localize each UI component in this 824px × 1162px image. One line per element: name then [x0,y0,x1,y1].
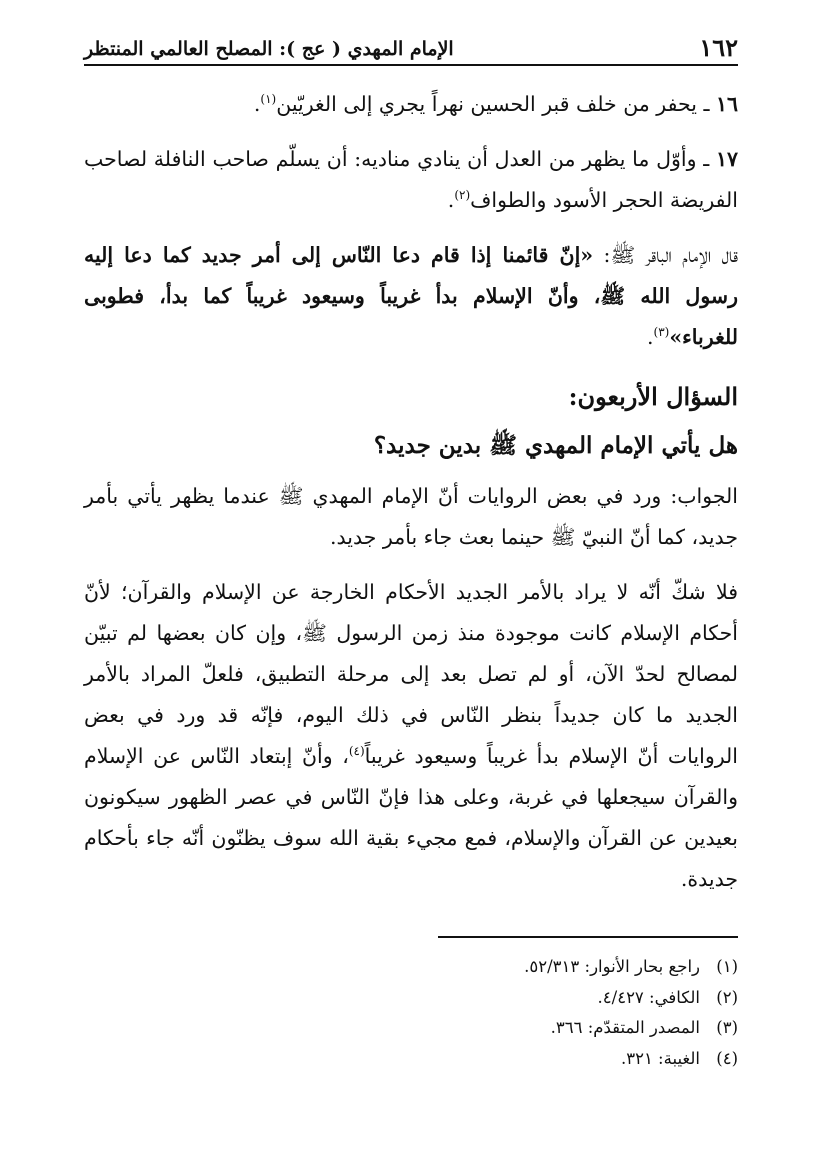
item-text: ـ يحفر من خلف قبر الحسين نهراً يجري إلى الغريّين [276,92,716,116]
discussion-part1: فلا شكّ أنّه لا يراد بالأمر الجديد الأحكام الخارجة عن الإسلام والقرآن؛ لأنّ أحكام الإسلام كانت موجودة منذ زمن الرسول ﷺ، وإن كان بعضها لم تبيّن لمصالح لحدّ الآن، أو لم تصل بعد إلى مرحلة التطبيق، فلعلّ المراد بالأمر الجديد ما كان جديداً بنظر النّاس في ذلك اليوم، فإنّه قد ورد في بعض الروايات أنّ الإسلام بدأ غريباً وسيعود غريباً [84,580,738,768]
footnote-ref: (١) [260,92,277,107]
footnote-ref: (٤) [348,744,365,759]
answer-paragraph: الجواب: ورد في بعض الروايات أنّ الإمام المهدي ﷺ عندما يظهر يأتي بأمر جديد، كما أنّ النبيّ ﷺ حينما بعث جاء بأمر جديد. [84,484,738,549]
question-title: هل يأتي الإمام المهدي ﷺ بدين جديد؟ [373,432,738,459]
footnote-text: الغيبة: ٣٢١. [620,1048,700,1068]
hadith-quote [84,235,738,358]
quote-intro: قال الإمام الباقر ﷺ: [593,243,738,267]
book-page [84,26,738,1074]
footnote-number: (٣) [716,1018,738,1037]
footnote-text: راجع بحار الأنوار: ٥٢/٣١٣. [524,957,700,976]
page-header [84,26,738,66]
item-end: . [253,92,261,116]
footnote-text: المصدر المتقدّم: ٣٦٦. [550,1018,700,1037]
footnote-ref: (٢) [454,188,471,203]
footnote-number: (٢) [716,987,738,1007]
quote-end: . [647,325,654,349]
discussion-paragraph [84,572,738,900]
footnote-text: الكافي: ٤/٤٢٧. [597,987,700,1007]
footnote-number: (١) [716,957,738,976]
item-text: ـ وأوّل ما يظهر من العدل أن ينادي مناديه: أن يسلّم صاحب النافلة لصاحب الفريضة الحجر الأسود والطواف [84,147,738,212]
footnote-ref: (٣) [653,325,670,340]
footnote-number: (٤) [716,1048,738,1068]
footnote-divider [438,936,738,938]
list-item [84,84,738,125]
page-number: ١٦٢ [699,33,738,62]
discussion-part2: ، وأنّ إبتعاد النّاس عن الإسلام والقرآن سيجعلها في غربة، وعلى هذا فإنّ النّاس في عصر الظهور سيكونون بعيدين عن القرآن والإسلام، فمع مجيء بقية الله سوف يظنّون أنّه جاء بأحكام جديدة. [84,744,738,891]
footnote-item [84,952,738,983]
section-heading: السؤال الأربعون: [568,382,738,411]
footnotes [84,952,738,1074]
footnote-item [84,1013,738,1044]
item-number: ١٦ [715,92,738,116]
running-title: الإمام المهدي ( عج ): المصلح العالمي المنتظر [84,38,454,60]
footnote-item [84,1044,738,1075]
quote-text: «إنّ قائمنا إذا قام دعا النّاس إلى أمر جديد كما دعا إليه رسول الله ﷺ، وأنّ الإسلام بدأ غريباً وسيعود غريباً كما بدأ، فطوبى للغرباء» [84,243,738,349]
page-body [84,84,738,900]
footnote-item [84,983,738,1014]
item-number: ١٧ [715,147,738,171]
list-item [84,139,738,221]
item-end: . [447,188,455,212]
